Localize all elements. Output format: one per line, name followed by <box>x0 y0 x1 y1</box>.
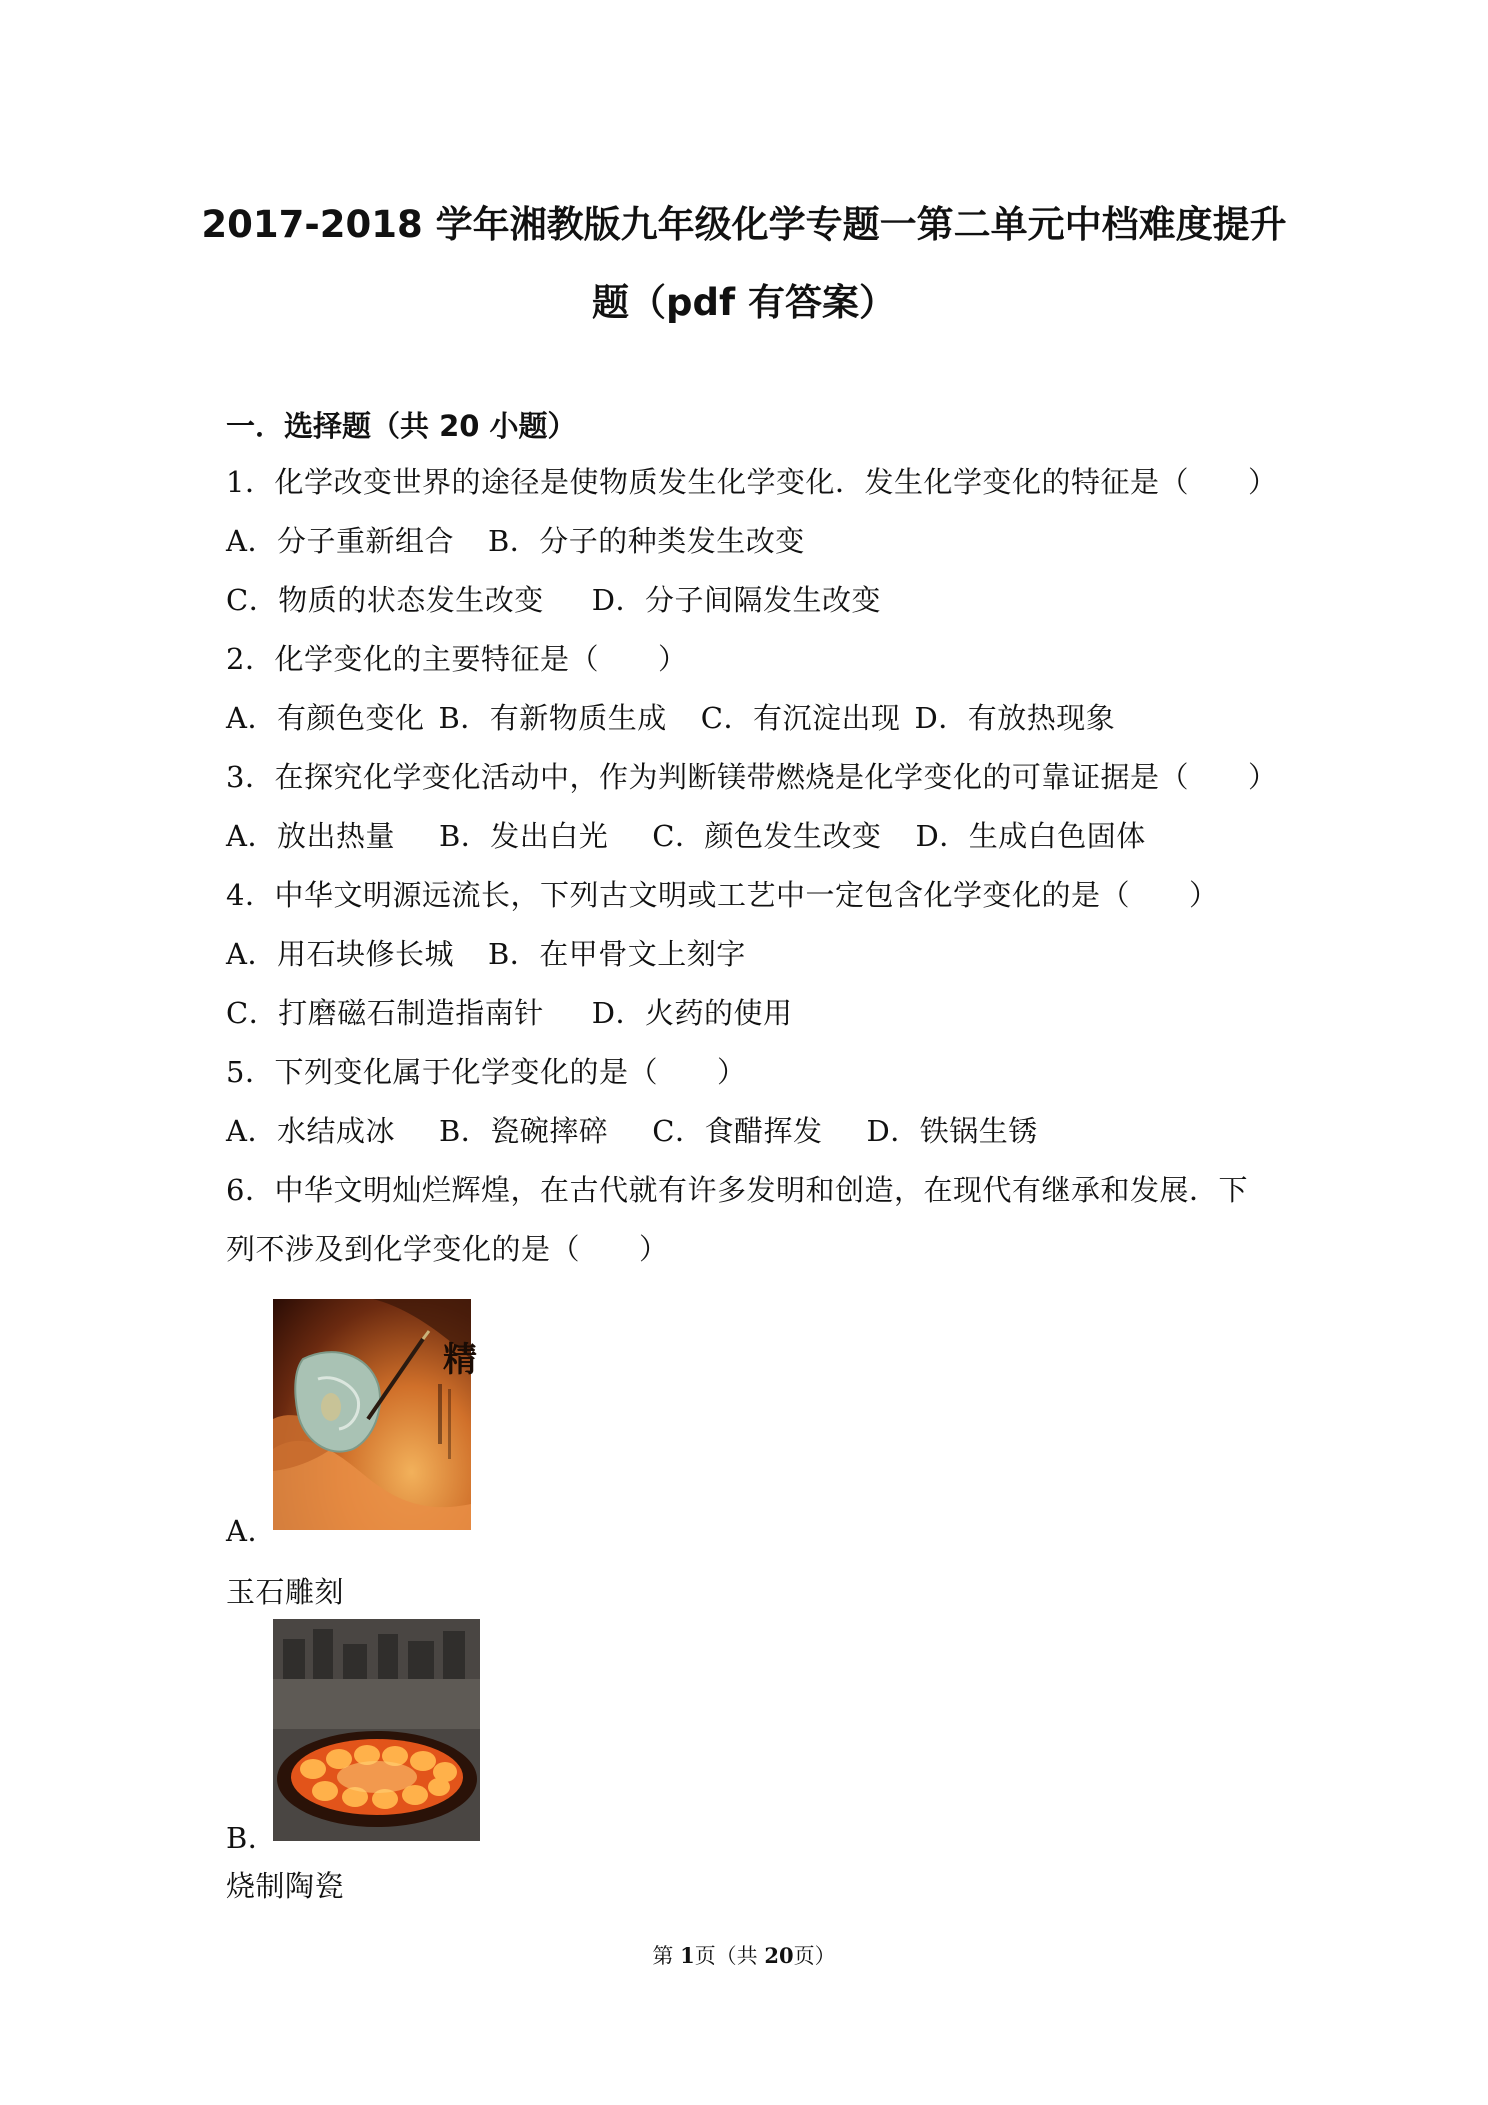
question-1-option-b: B．分子的种类发生改变 <box>487 524 805 558</box>
question-5-stem: 5．下列变化属于化学变化的是（ ） <box>226 1055 747 1089</box>
question-4-option-d: D．火药的使用 <box>591 996 793 1030</box>
question-6-option-a-caption: 玉石雕刻 <box>226 1575 345 1609</box>
footer-prefix: 第 <box>652 1944 681 1968</box>
jade-carving-photo <box>273 1299 477 1530</box>
ceramics-kiln-photo <box>273 1619 480 1841</box>
question-6-stem-line-1: 6．中华文明灿烂辉煌，在古代就有许多发明和创造，在现代有继承和发展．下 <box>226 1173 1248 1207</box>
question-1-options-row-2 <box>226 580 881 620</box>
question-2-options <box>226 698 1115 738</box>
question-5-option-c: C．食醋挥发 <box>652 1114 823 1148</box>
footer-middle: 页（共 <box>694 1944 765 1968</box>
seal-character: 精 <box>443 1340 477 1380</box>
question-6-option-a-letter: A． <box>226 1514 277 1548</box>
question-4-stem: 4．中华文明源远流长，下列古文明或工艺中一定包含化学变化的是（ ） <box>226 878 1219 912</box>
question-2-option-b: B．有新物质生成 <box>438 701 667 735</box>
question-3-options <box>226 816 1146 856</box>
question-5-option-a: A．水结成冰 <box>226 1114 395 1148</box>
question-5-option-b: B．瓷碗摔碎 <box>438 1114 609 1148</box>
question-2-option-d: D．有放热现象 <box>914 701 1116 735</box>
question-1-options-row-1 <box>226 521 805 561</box>
kiln-illustration <box>273 1619 480 1841</box>
section-heading: 一．选择题（共 20 小题） <box>226 409 577 443</box>
footer-total-pages: 20 <box>764 1943 794 1968</box>
question-4-option-c: C．打磨磁石制造指南针 <box>226 996 544 1030</box>
document-title-line-1: 2017-2018 学年湘教版九年级化学专题一第二单元中档难度提升 <box>201 203 1287 246</box>
document-title-line-2: 题（pdf 有答案） <box>592 281 896 324</box>
question-3-stem: 3．在探究化学变化活动中，作为判断镁带燃烧是化学变化的可靠证据是（ ） <box>226 760 1278 794</box>
question-5-options <box>226 1111 1038 1151</box>
question-1-option-a: A．分子重新组合 <box>226 524 454 558</box>
question-2-option-a: A．有颜色变化 <box>226 701 425 735</box>
footer-suffix: 页） <box>793 1944 836 1968</box>
question-6-option-b-caption: 烧制陶瓷 <box>226 1869 345 1903</box>
question-3-option-a: A．放出热量 <box>226 819 395 853</box>
question-1-option-d: D．分子间隔发生改变 <box>591 583 881 617</box>
question-6-stem-line-2: 列不涉及到化学变化的是（ ） <box>226 1232 669 1266</box>
question-1-option-c: C．物质的状态发生改变 <box>226 583 544 617</box>
question-4-option-a: A．用石块修长城 <box>226 937 454 971</box>
jade-carving-illustration <box>273 1299 477 1530</box>
question-6-option-b-letter: B． <box>226 1821 278 1855</box>
question-5-option-d: D．铁锅生锈 <box>866 1114 1038 1148</box>
question-3-option-b: B．发出白光 <box>438 819 609 853</box>
question-3-option-d: D．生成白色固体 <box>915 819 1146 853</box>
question-4-options-row-2 <box>226 993 792 1033</box>
question-2-option-c: C．有沉淀出现 <box>700 701 901 735</box>
footer-page-number: 1 <box>680 1943 695 1968</box>
question-2-stem: 2．化学变化的主要特征是（ ） <box>226 642 688 676</box>
question-4-options-row-1 <box>226 934 746 974</box>
page-footer <box>0 1940 1488 1970</box>
question-4-option-b: B．在甲骨文上刻字 <box>487 937 746 971</box>
question-3-option-c: C．颜色发生改变 <box>652 819 882 853</box>
question-1-stem: 1．化学改变世界的途径是使物质发生化学变化．发生化学变化的特征是（ ） <box>226 465 1278 499</box>
